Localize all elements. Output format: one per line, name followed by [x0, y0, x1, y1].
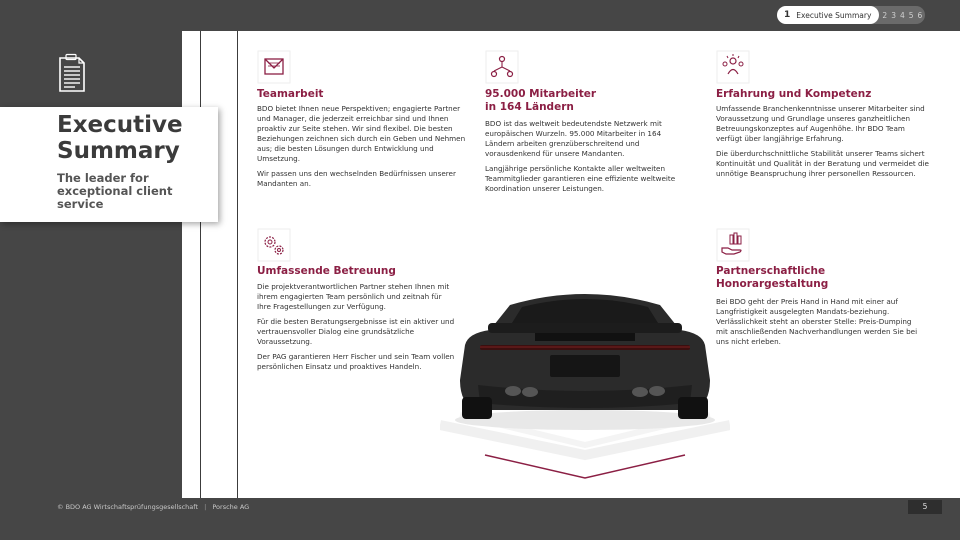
team-icon [716, 50, 750, 84]
paragraph: Wir passen uns den wechselnden Bedürfnissen unserer Mandanten an. [257, 169, 456, 188]
title-line: in 164 Ländern [485, 101, 574, 113]
nav-page-4[interactable]: 4 [899, 10, 905, 20]
section-text-teamarbeit [257, 104, 467, 194]
paragraph: Bei BDO geht der Preis Hand in Hand mit einer auf Langfristigkeit ausgelegten Mandats-beziehung. Verlässlichkeit steht an oberster Stelle: Preis-Dumping mit anschließenden Nachverhandlungen werden Sie bei uns nicht erleben. [716, 297, 918, 346]
section-title-betreuung: Umfassende Betreuung [257, 265, 396, 277]
page-number: 5 [908, 500, 942, 514]
title-card [0, 107, 218, 222]
section-title-erfahrung: Erfahrung und Kompetenz [716, 88, 872, 100]
gears-icon [257, 228, 291, 262]
mail-icon [257, 50, 291, 84]
section-text-erfahrung [716, 104, 931, 184]
title-line: Partnerschaftliche [716, 265, 826, 277]
footer [57, 503, 249, 511]
title-line: 95.000 Mitarbeiter [485, 88, 597, 100]
title-line: Honorargestaltung [716, 278, 829, 290]
paragraph: Der PAG garantieren Herr Fischer und sein Team vollen persönlichen Einsatz und proaktives Handeln. [257, 352, 455, 371]
paragraph: Für die besten Beratungsergebnisse ist ein aktiver und vertrauensvoller Dialog eine grundsätzliche Voraussetzung. [257, 317, 455, 346]
nav-page-6[interactable]: 6 [917, 10, 923, 20]
section-title-mitarbeiter [485, 88, 596, 114]
page-title: Executive Summary [57, 112, 183, 164]
divider-line [200, 31, 201, 498]
nav-page-3[interactable]: 3 [891, 10, 896, 20]
nav-current-number: 1 [784, 10, 791, 20]
paragraph: BDO ist das weltweit bedeutendste Netzwerk mit europäischen Wurzeln. 95.000 Mitarbeiter in 164 Ländern arbeiten grenzüberschreitend und vorausdenkend für unsere Mandanten. [485, 119, 662, 158]
nav-pages [882, 11, 922, 20]
paragraph: Langjährige persönliche Kontakte aller weltweiten Teammitglieder garantieren eine effiziente weltweite Koordination unserer Leistungen. [485, 164, 676, 193]
document-icon [57, 53, 87, 93]
paragraph: Umfassende Branchenkenntnisse unserer Mitarbeiter sind Voraussetzung und Grundlage unseres ganzheitlichen Betreuungskonzeptes auf Augenhöhe. Ihr BDO Team verfügt über langjährige Erfahrung. [716, 104, 925, 143]
footer-client: Porsche AG [212, 503, 250, 511]
section-title-honorar [716, 265, 828, 291]
nav-page-2[interactable]: 2 [882, 10, 888, 20]
nav-current-section[interactable] [777, 6, 879, 24]
paragraph: BDO bietet Ihnen neue Perspektiven; engagierte Partner und Manager, die jederzeit erreichbar sind und Ihnen proaktiv zur Seite stehen. Wir sind flexibel. Die besten Beziehungen zeichnen sich durch ein Geben und Nehmen aus; die besten Lösungen durch Entwicklung und Umsetzung. [257, 104, 466, 163]
section-navigation [777, 6, 925, 24]
paragraph: Die projektverantwortlichen Partner stehen Ihnen mit ihrem engagierten Team persönlich und zeitnah für Ihre Fragestellungen zur Verfügung. [257, 282, 450, 311]
section-title-teamarbeit: Teamarbeit [257, 88, 324, 100]
footer-separator: | [204, 503, 207, 511]
section-text-honorar [716, 297, 921, 352]
section-text-betreuung [257, 282, 457, 377]
paragraph: Die überdurchschnittliche Stabilität unserer Teams sichert Kontinuität und Qualität in der Beratung und vermeidet die unnötige Beanspruchung ihrer personellen Ressourcen. [716, 149, 929, 178]
network-icon [485, 50, 519, 84]
section-text-mitarbeiter [485, 119, 687, 199]
page-subtitle: The leader for exceptional client service [57, 171, 173, 211]
nav-current-label: Executive Summary [796, 10, 872, 20]
nav-page-5[interactable]: 5 [908, 10, 914, 20]
car-rear-image [440, 285, 730, 480]
hand-money-icon [716, 228, 750, 262]
footer-company: © BDO AG Wirtschaftsprüfungsgesellschaft [57, 503, 198, 511]
divider-line [237, 31, 238, 498]
